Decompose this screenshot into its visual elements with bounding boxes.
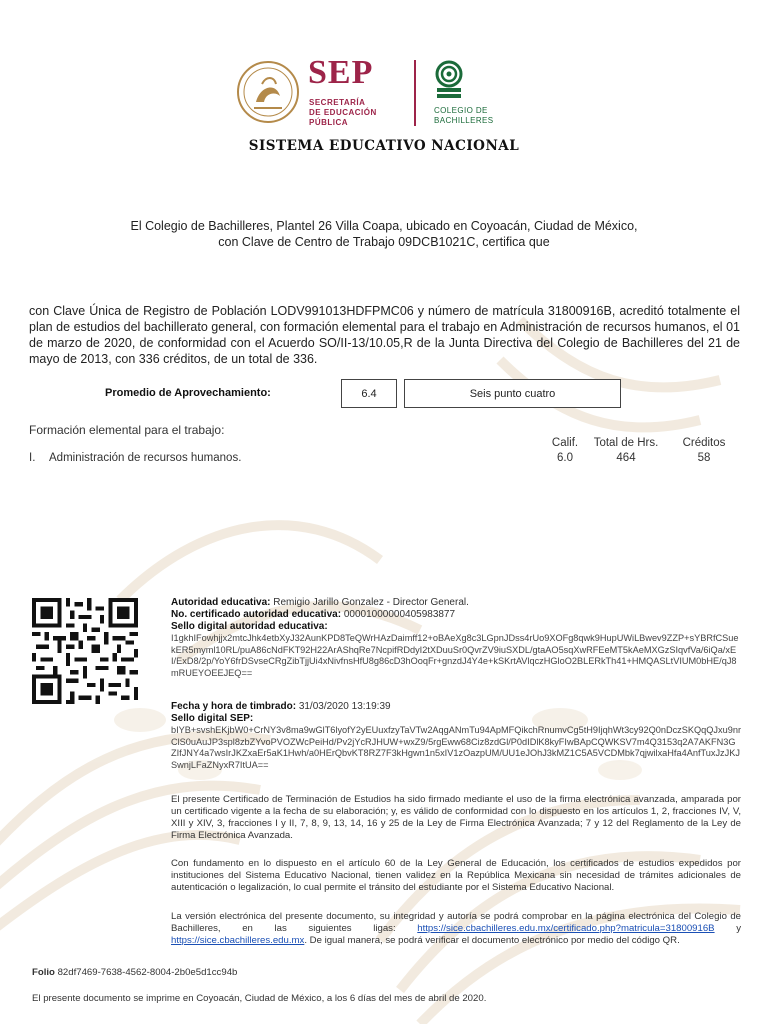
sello-autoridad-label: Sello digital autoridad educativa: [171,621,328,632]
p3-mid: y [714,923,742,934]
footer-note: El presente documento se imprime en Coyoacán, Ciudad de México, a los 6 días del mes de abril de 2020. [32,993,487,1004]
cb-line-2: BACHILLERES [434,116,494,125]
sello-sep-value: bIYB+svshEKjbW0+CrNY3v8ma9wGlT6lyofY2yEUuxfzyTaVTw2AqgANmTu94ApMFQikchRnumvCg5tH9IjqhWt3cy92Q0nDczSKQqQJxu9nrClS0uAuJP3spl8zbZYvoPVOZWcPeiHd/Pv2jYcRJHUW+wxZ9/5rgEww68Ciz8zdGl/P0dIDlK8kyFIwBApCQWKSV7m4Q3153q2A7AKFN3GZIfJNY4a7wsIrJKZxaEr5aK1Hwh/a0HErQbvKT8RZ7F3kHgwn1n5xIV1zOazpUM/UU1eJOhJ3kMZ1C5A5VCDMbk7qjwilxaHfa4AnfTuxJzJKJSwnjLFaZNyxR7ItUA== [171,725,742,770]
sep-line-3: PÚBLICA [309,118,349,127]
autoridad-block [171,597,741,679]
autoridad-label: Autoridad educativa: [171,597,271,608]
folio [32,967,237,978]
sep-line-2: DE EDUCACIÓN [309,108,377,117]
promedio-words-box [404,379,621,408]
promedio-value-box [341,379,397,408]
cb-line-1: COLEGIO DE [434,106,488,115]
fecha-label: Fecha y hora de timbrado: [171,701,297,712]
intro-line-1: El Colegio de Bachilleres, Plantel 26 Villa Coapa, ubicado en Coyoacán, Ciudad de México, [130,219,638,233]
header-logos [236,56,536,130]
fecha-value: 31/03/2020 13:19:39 [298,701,391,712]
row-hrs: 464 [616,452,636,464]
intro-line-2: con Clave de Centro de Trabajo 09DCB1021C, certifica que [218,235,550,249]
row-number: I. [29,452,36,464]
certificado-link[interactable]: https://sice.cbachilleres.edu.mx/certificado.php?matricula=31800916B [417,923,715,934]
timbrado-block [171,701,741,771]
cb-subtitle [434,106,494,126]
column-header-creditos: Créditos [682,437,726,449]
promedio-words: Seis punto cuatro [469,387,556,400]
intro-text [80,218,688,250]
p3-end: . De igual manera, se podrá verificar el documento electrónico por medio del código QR. [304,935,680,946]
folio-label: Folio [32,967,55,978]
sep-line-1: SECRETARÍA [309,98,366,107]
folio-value: 82df7469-7638-4562-8004-2b0e5d1cc94b [57,967,238,978]
row-creditos: 58 [697,452,711,464]
cert-value: 00001000000405983877 [343,609,456,620]
autoridad-value: Remigio Jarillo Gonzalez - Director General. [273,597,469,608]
sep-subtitle [309,98,377,128]
legal-paragraph-3 [171,911,741,947]
qr-code-icon[interactable] [32,598,138,704]
logo-divider [414,60,416,126]
legal-paragraph-2: Con fundamento en lo dispuesto en el artículo 60 de la Ley General de Educación, los certificados de estudios expedidos por instituciones del Sistema Educativo Nacional, tienen validez en la República Mexicana sin necesidad de trámites adicionales de autenticación o legalización, lo cual permite el tránsito del estudiante por el Sistema Educativo Nacional. [171,858,741,893]
page-title: SISTEMA EDUCATIVO NACIONAL [248,138,520,154]
cert-label: No. certificado autoridad educativa: [171,609,342,620]
column-header-hrs: Total de Hrs. [593,437,659,449]
certification-paragraph: con Clave Única de Registro de Población LODV991013HDFPMC06 y número de matrícula 31800916B, acreditó totalmente el plan de estudios del bachillerato general, con formación elemental para el trabajo en Administración de recursos humanos, el 01 de marzo de 2020, de conformidad con el Acuerdo SO/II-13/10.05,R de la Junta Directiva del Colegio de Bachilleres del 21 de mayo de 2013, con 336 créditos, de un total de 336. [29,304,740,366]
sep-acronym: SEP [308,54,374,91]
p3-start: La versión electrónica del presente documento, su integridad y autoría se podrá comprobar en la página electrónica del Colegio de Bachilleres, en las siguientes ligas: [171,911,741,934]
column-header-calif: Calif. [551,437,579,449]
formacion-label: Formación elemental para el trabajo: [29,423,225,437]
sello-autoridad-value: I1gkhIFowhjjx2mtcJhk4etbXyJ32AunKPD8TeQWrHAzDaimff12+oBAeXg8c3LGpnJDss4rUo9XOFg8qwk9HupUWiLBwev9ZZP+sYBRfCSuekER5myml10RL/puA86cNdFKT92H22ArAShqRe7NcpifRDdyI2tXDuuSr0QvrZV9iuSXDL/gtaAO5sqXwRFEeMT5kAeMXGzSIqvfVa/6iQa/xEI/ExD8/2p/YoY6frDSvseCRgZibTjjUi4xNivfnsHfU8g86cD3hOoqFr+gnzdJ4Y4e+kSKrtAVlqczHGloO2BLERkTh41+HMQASLtVIUM0bHE/qJ8mRUEYOEEJEQ== [171,633,739,678]
row-name: Administración de recursos humanos. [49,452,242,464]
mexico-coat-of-arms-seal-icon [236,56,300,128]
promedio-value: 6.4 [361,387,377,400]
promedio-label: Promedio de Aprovechamiento: [105,387,271,399]
sice-link[interactable]: https://sice.cbachilleres.edu.mx [171,935,305,946]
row-calif: 6.0 [557,452,573,464]
colegio-bachilleres-logo-icon [434,60,464,102]
sello-sep-label: Sello digital SEP: [171,713,254,724]
legal-paragraph-1: El presente Certificado de Terminación de Estudios ha sido firmado mediante el uso de la firma electrónica avanzada, amparada por un certificado vigente a la fecha de su elaboración; y, es válido de conformidad con lo dispuesto en los artículos 1, 2, fracciones IV, V, XIII y XIV, 3, fracciones I y II, 7, 8, 9, 13, 14, 16 y 25 de la Ley de Firma Electrónica Avanzada; 7 y 12 del Reglamento de la Ley de Firma Electrónica Avanzada. [171,794,741,841]
